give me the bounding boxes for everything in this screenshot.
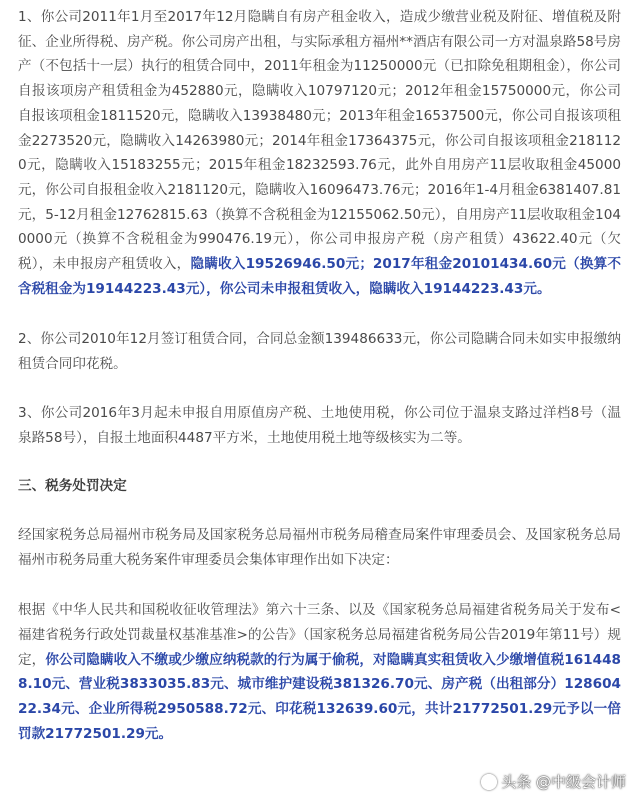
paragraph-5-highlight: 你公司隐瞒收入不缴或少缴应纳税款的行为属于偷税，对隐瞒真实租赁收入少缴增值税1614488.10元、营业税3833035.83元、城市维护建设税381326.70元、房产税（出租部分）12860422.34元、企业所得税2950588.72元、印花税132639.60元，共计21772501.29元予以一倍罚款21772501.29元。	[18, 651, 621, 742]
paragraph-3: 3、你公司2016年3月起未申报自用原值房产税、土地使用税，你公司位于温泉支路过洋档8号（温泉路58号），自报土地面积4487平方米，土地使用税土地等级核实为二等。	[18, 404, 621, 446]
watermark	[481, 771, 626, 792]
paragraph-4: 经国家税务总局福州市税务局及国家税务总局福州市税务局稽查局案件审理委员会、及国家税务总局福州市税务局重大税务案件审理委员会集体审理作出如下决定：	[18, 526, 621, 568]
paragraph-2: 2、你公司2010年12月签订租赁合同，合同总金额139486633元，你公司隐瞒合同未如实申报缴纳租赁合同印花税。	[18, 331, 621, 373]
section-title: 三、税务处罚决定	[18, 478, 127, 495]
paragraph-5-text: 根据《中华人民共和国税收征收管理法》第六十三条、以及《国家税务总局福建省税务局关于发布<福建省税务行政处罚裁量权基准基准>的公告》（国家税务总局福建省税务局公告2019年第11号）规定，	[18, 602, 621, 668]
toutiao-logo-icon	[481, 774, 497, 790]
paragraph-1-text: 1、你公司2011年1月至2017年12月隐瞒自有房产租金收入，造成少缴营业税及附征、增值税及附征、企业所得税、房产税。你公司房产出租，与实际承租方福州**酒店有限公司一方对温泉路58号房产（不包括十一层）执行的租赁合同中，2011年租金为11250000元（已扣除免租期租金），你公司自报该项房产租赁租金为452880元，隐瞒收入10797120元；2012年租金15750000元，你公司自报该项租金1811520元，隐瞒收入13938480元；2013年租金16537500元，你公司自报该项租金2273520元，隐瞒收入14263980元；2014年租金17364375元，你公司自报该项租金2181120元，隐瞒收入15183255元；2015年租金18232593.76元，此外自用房产11层收取租金45000元，你公司自报租金收入2181120元，隐瞒收入16096473.76元；2016年1-4月租金6381407.81元，5-12月租金12762815.63（换算不含税租金为12155062.50元），自用房产11层收取租金1040000元（换算不含税租金为990476.19元），你公司申报房产税（房产租赁）43622.40元（欠税），未申报房产租赁收入，	[18, 9, 621, 273]
paragraph-1-highlight: 隐瞒收入19526946.50元；2017年租金20101434.60元（换算不含税租金为19144223.43元），你公司未申报租赁收入，隐瞒收入19144223.43元。	[18, 256, 621, 297]
watermark-text: 头条 @中级会计师	[501, 773, 626, 791]
paragraph-1	[18, 5, 621, 301]
paragraph-5	[18, 598, 621, 746]
